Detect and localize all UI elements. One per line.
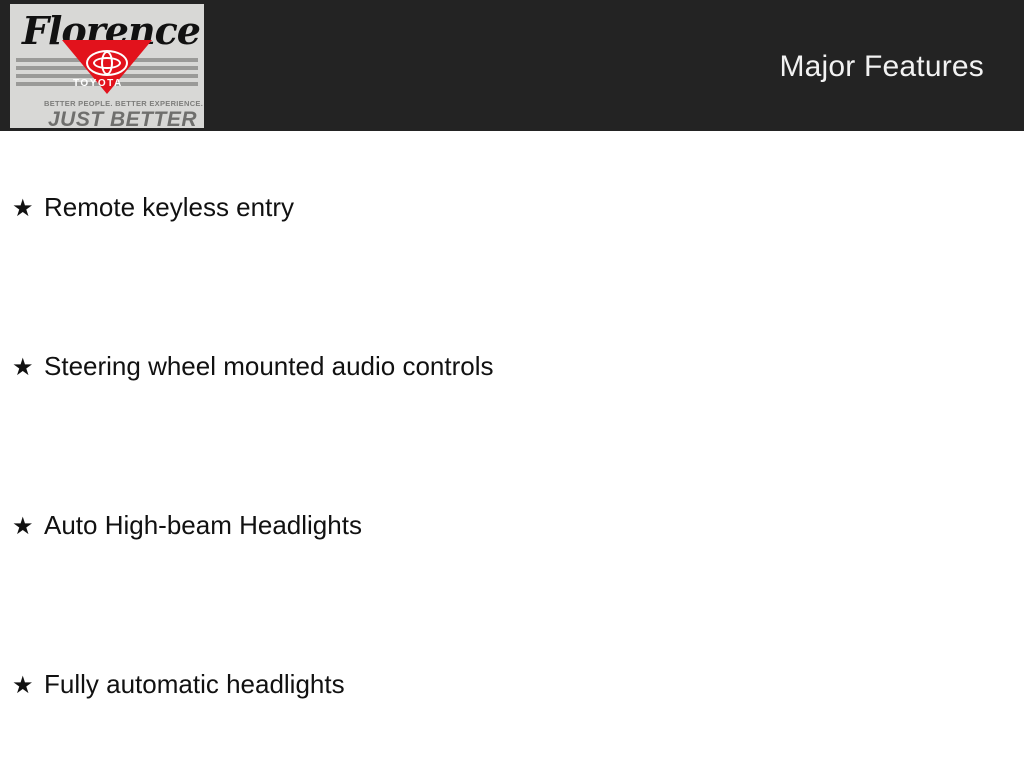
logo-brand-text: TOYOTA bbox=[73, 78, 123, 89]
list-item bbox=[12, 193, 294, 222]
toyota-emblem-icon bbox=[86, 50, 128, 76]
list-item bbox=[12, 352, 494, 381]
feature-list bbox=[0, 131, 1024, 768]
logo-script-text: Florence bbox=[22, 8, 200, 53]
star-icon: ★ bbox=[12, 513, 34, 540]
star-icon: ★ bbox=[12, 195, 34, 222]
list-item-label: Fully automatic headlights bbox=[44, 669, 345, 699]
logo-slogan-text: JUST BETTER bbox=[48, 108, 198, 128]
list-item-label: Auto High-beam Headlights bbox=[44, 510, 362, 540]
list-item bbox=[12, 511, 362, 540]
list-item bbox=[12, 670, 345, 699]
logo-tagline-text: BETTER PEOPLE. BETTER EXPERIENCE. bbox=[44, 99, 204, 108]
page-title: Major Features bbox=[779, 50, 984, 83]
florence-toyota-logo bbox=[10, 4, 204, 128]
star-icon: ★ bbox=[12, 354, 34, 381]
list-item-label: Remote keyless entry bbox=[44, 192, 294, 222]
list-item-label: Steering wheel mounted audio controls bbox=[44, 351, 494, 381]
star-icon: ★ bbox=[12, 672, 34, 699]
